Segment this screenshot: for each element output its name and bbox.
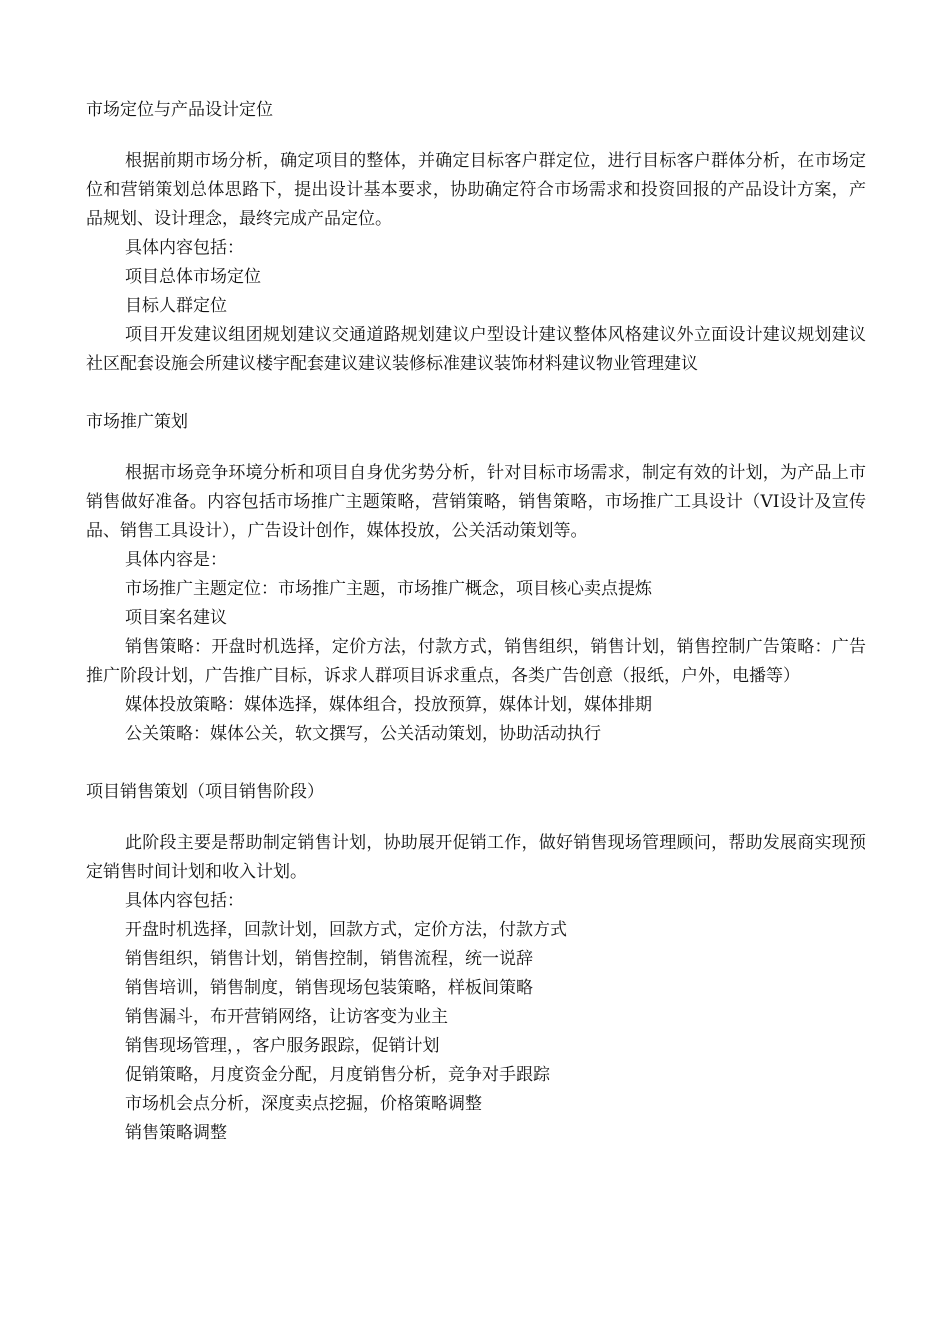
section-market-positioning — [86, 96, 866, 379]
paragraph: 目标人群定位 — [125, 296, 227, 316]
paragraph: 销售策略调整 — [125, 1123, 227, 1143]
paragraph: 市场机会点分析，深度卖点挖掘，价格策略调整 — [125, 1094, 482, 1114]
paragraph: 根据市场竞争环境分析和项目自身优劣势分析，针对目标市场需求，制定有效的计划，为产品上市销售做好准备。内容包括市场推广主题策略，营销策略，销售策略，市场推广工具设计（VI设计及宣传品、销售工具设计），广告设计创作，媒体投放，公关活动策划等。 — [86, 463, 866, 541]
paragraph: 此阶段主要是帮助制定销售计划，协助展开促销工作，做好销售现场管理顾问，帮助发展商实现预定销售时间计划和收入计划。 — [86, 833, 866, 882]
section-body — [86, 459, 866, 749]
section-heading: 市场定位与产品设计定位 — [86, 100, 273, 120]
paragraph: 项目案名建议 — [125, 608, 227, 628]
paragraph: 开盘时机选择，回款计划，回款方式，定价方法，付款方式 — [125, 920, 567, 940]
paragraph: 项目总体市场定位 — [125, 267, 261, 287]
paragraph: 销售策略：开盘时机选择，定价方法，付款方式，销售组织，销售计划，销售控制广告策略：广告推广阶段计划，广告推广目标，诉求人群项目诉求重点，各类广告创意（报纸，户外，电播等） — [86, 637, 866, 686]
paragraph: 销售培训，销售制度，销售现场包装策略，样板间策略 — [125, 978, 533, 998]
paragraph: 市场推广主题定位：市场推广主题，市场推广概念，项目核心卖点提炼 — [125, 579, 652, 599]
section-sales-planning — [86, 778, 866, 1148]
paragraph: 具体内容是： — [125, 550, 227, 570]
paragraph: 具体内容包括： — [125, 891, 244, 911]
paragraph: 销售现场管理，，客户服务跟踪，促销计划 — [125, 1036, 440, 1056]
paragraph: 具体内容包括： — [125, 238, 244, 258]
paragraph: 根据前期市场分析，确定项目的整体，并确定目标客户群定位，进行目标客户群体分析，在市场定位和营销策划总体思路下，提出设计基本要求，协助确定符合市场需求和投资回报的产品设计方案，产品规划、设计理念，最终完成产品定位。 — [86, 151, 866, 229]
section-heading: 市场推广策划 — [86, 412, 188, 432]
paragraph: 销售组织，销售计划，销售控制，销售流程，统一说辞 — [125, 949, 533, 969]
section-market-promotion — [86, 408, 866, 749]
paragraph: 公关策略：媒体公关，软文撰写，公关活动策划，协助活动执行 — [125, 724, 601, 744]
document-page — [86, 96, 866, 1148]
section-heading: 项目销售策划（项目销售阶段） — [86, 782, 324, 802]
paragraph: 媒体投放策略：媒体选择，媒体组合，投放预算，媒体计划，媒体排期 — [125, 695, 652, 715]
paragraph: 销售漏斗，布开营销网络，让访客变为业主 — [125, 1007, 448, 1027]
section-body — [86, 829, 866, 1148]
paragraph: 促销策略，月度资金分配，月度销售分析，竞争对手跟踪 — [125, 1065, 550, 1085]
section-body — [86, 147, 866, 379]
paragraph: 项目开发建议组团规划建议交通道路规划建议户型设计建议整体风格建议外立面设计建议规划建议社区配套设施会所建议楼宇配套建议建议装修标准建议装饰材料建议物业管理建议 — [86, 325, 866, 374]
